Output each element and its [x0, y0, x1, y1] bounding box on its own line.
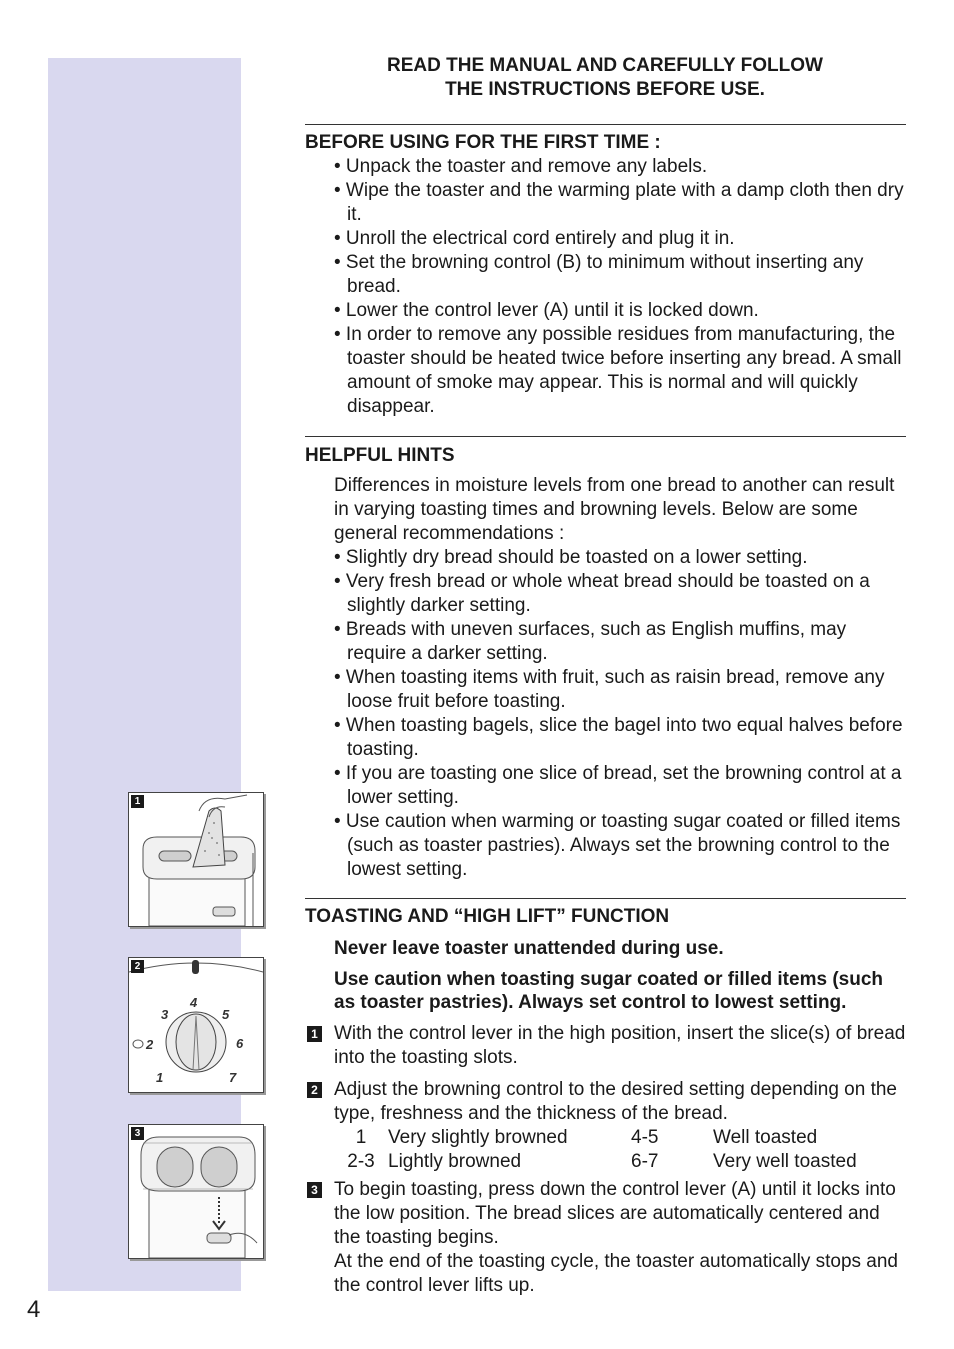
- dial-number-2: 2: [146, 1037, 154, 1052]
- dial-number-1: 1: [156, 1070, 164, 1085]
- setting-label: Very well toasted: [713, 1151, 857, 1172]
- figure-browning-dial: [128, 957, 264, 1093]
- list-item: • In order to remove any possible residues from manufacturing, the toaster should be heated twice before inserting any bread. A small amount of smoke may appear. This is normal and will quickly disappear.: [334, 324, 902, 417]
- section-toasting: [305, 898, 906, 1298]
- setting-number: 6-7: [631, 1151, 659, 1172]
- figure-insert-bread: [128, 792, 264, 927]
- dial-number-3: 3: [161, 1007, 169, 1022]
- list-item: • Use caution when warming or toasting sugar coated or filled items (such as toaster pastries). Always set the browning control to the lowest setting.: [334, 811, 901, 880]
- header-line-1: READ THE MANUAL AND CAREFULLY FOLLOW: [387, 55, 823, 76]
- dial-number-6: 6: [236, 1036, 244, 1051]
- step-text: To begin toasting, press down the control lever (A) until it locks into the low position. The bread slices are automatically centered and the toasting begins.: [334, 1179, 896, 1248]
- step-number: 1: [307, 1026, 322, 1042]
- toaster-insert-illustration: [129, 793, 263, 926]
- list-item: • When toasting items with fruit, such as raisin bread, remove any loose fruit before toasting.: [334, 667, 885, 712]
- step-2: [305, 1078, 906, 1174]
- page-header: [305, 54, 905, 102]
- list-item: • Set the browning control (B) to minimum without inserting any bread.: [334, 252, 864, 297]
- list-item: • Unpack the toaster and remove any labels.: [334, 156, 708, 177]
- dial-number-7: 7: [229, 1070, 237, 1085]
- setting-label: Very slightly browned: [388, 1127, 568, 1148]
- setting-number: 1: [355, 1127, 367, 1148]
- setting-number: 4-5: [631, 1127, 659, 1148]
- step-number: 2: [307, 1082, 322, 1098]
- step-text: Adjust the browning control to the desired setting depending on the type, freshness and the thickness of the bread.: [334, 1079, 897, 1124]
- section-title: TOASTING AND “HIGH LIFT” FUNCTION: [305, 906, 670, 927]
- list-item: • Lower the control lever (A) until it is locked down.: [334, 300, 759, 321]
- figure-number: 3: [131, 1127, 144, 1140]
- list-item: • Very fresh bread or whole wheat bread should be toasted on a slightly darker setting.: [334, 571, 870, 616]
- list-item: • Slightly dry bread should be toasted on a lower setting.: [334, 547, 808, 568]
- section-helpful-hints: [305, 436, 906, 882]
- warning-unattended: Never leave toaster unattended during use.: [334, 938, 724, 959]
- list-item: • Breads with uneven surfaces, such as English muffins, may require a darker setting.: [334, 619, 847, 664]
- dial-number-5: 5: [222, 1007, 230, 1022]
- setting-number: 2-3: [347, 1151, 375, 1172]
- table-row: [334, 1126, 857, 1150]
- figure-press-lever: [128, 1124, 264, 1259]
- bullet-list: [305, 155, 906, 419]
- list-item: • If you are toasting one slice of bread, set the browning control at a lower setting.: [334, 763, 902, 808]
- browning-table: [334, 1126, 857, 1174]
- bullet-list: [305, 546, 906, 882]
- list-item: • Wipe the toaster and the warming plate with a damp cloth then dry it.: [334, 180, 904, 225]
- step-text: With the control lever in the high position, insert the slice(s) of bread into the toasting slots.: [334, 1023, 906, 1068]
- hints-intro: Differences in moisture levels from one bread to another can result in varying toasting times and browning levels. Below are some general recommendations :: [334, 475, 895, 544]
- step-text-continued: At the end of the toasting cycle, the toaster automatically stops and the control lever lifts up.: [334, 1251, 898, 1296]
- dial-number-4: 4: [190, 995, 198, 1010]
- setting-label: Lightly browned: [388, 1151, 522, 1172]
- step-number: 3: [307, 1182, 322, 1198]
- table-row: [334, 1150, 857, 1174]
- figure-number: 1: [131, 795, 144, 808]
- page-number: 4: [27, 1296, 41, 1323]
- step-1: [305, 1022, 906, 1070]
- sidebar-panel: [48, 58, 241, 1291]
- setting-label: Well toasted: [713, 1127, 818, 1148]
- list-item: • Unroll the electrical cord entirely and plug it in.: [334, 228, 735, 249]
- browning-dial-illustration: [129, 958, 263, 1092]
- warning-sugar-coated: Use caution when toasting sugar coated or filled items (such as toaster pastries). Always set control to lowest setting.: [334, 969, 883, 1013]
- section-title: HELPFUL HINTS: [305, 445, 455, 466]
- section-title: BEFORE USING FOR THE FIRST TIME :: [305, 132, 661, 153]
- header-line-2: THE INSTRUCTIONS BEFORE USE.: [445, 79, 765, 100]
- section-before-first-use: [305, 124, 906, 419]
- toaster-lever-illustration: [129, 1125, 263, 1258]
- list-item: • When toasting bagels, slice the bagel into two equal halves before toasting.: [334, 715, 903, 760]
- figure-number: 2: [131, 960, 144, 973]
- step-3: [305, 1178, 906, 1298]
